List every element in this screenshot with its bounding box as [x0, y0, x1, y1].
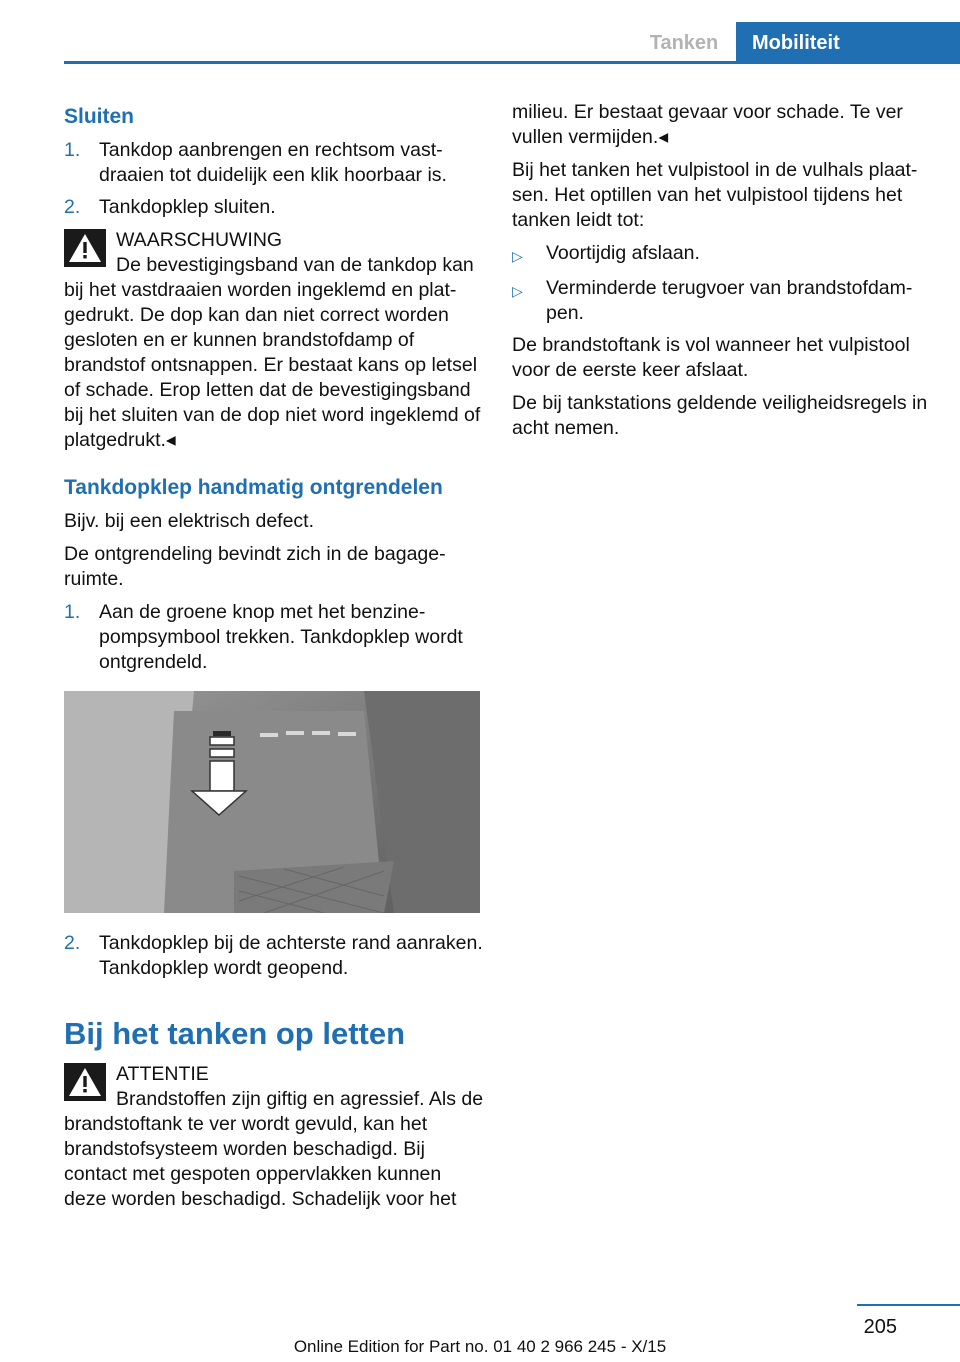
luggage-compartment-photo [64, 691, 480, 913]
paragraph: milieu. Er bestaat gevaar voor schade. Te ver vullen vermijden.◂ [512, 101, 903, 148]
footer-divider [857, 1304, 960, 1306]
step-number: 2. [64, 932, 81, 954]
warning-block [64, 227, 484, 453]
warning-text: De bevestigingsband van de tankdop kan bij het vastdraaien worden ingeklemd en platgedrukt. De dop kan dan niet correct worden gesloten en er kunnen brandstofdamp of brandstof ontsnappen. Er bestaat kans op letsel of schade. Erop letten dat de bevestigingsband bij het sluiten van de dop niet word ingeklemd of platgedrukt.◂ [64, 254, 481, 451]
step-number: 1. [64, 601, 81, 623]
warning-title: WAARSCHUWING [116, 229, 283, 251]
tab-mobiliteit[interactable]: Mobiliteit [736, 22, 960, 62]
attention-block [64, 1061, 484, 1212]
list-item [64, 931, 484, 981]
paragraph: Bij het tanken het vulpistool in de vulhals plaatsen. Het optillen van het vulpistool tijdens het tanken leidt tot: [512, 159, 918, 231]
bullet-text: Voortijdig afslaan. [546, 242, 700, 264]
step-text: Tankdop aanbrengen en rechtsom vastdraaien tot duidelijk een klik hoorbaar is. [99, 139, 447, 186]
left-column [64, 100, 484, 1220]
paragraph: De bij tankstations geldende veiligheidsregels in acht nemen. [512, 392, 928, 439]
list-item [64, 195, 484, 220]
paragraph: De ontgrendeling bevindt zich in de bagageruimte. [64, 543, 446, 590]
step-number: 1. [64, 139, 81, 161]
attention-text: Brandstoffen zijn giftig en agressief. Als de brandstoftank te ver wordt gevuld, kan het brandstofsysteem worden beschadigd. Bij contact met gespoten oppervlakken kunnen deze worden beschadigd. Schadelijk voor het [64, 1088, 484, 1210]
heading-bij-het-tanken: Bij het tanken op letten [64, 1016, 406, 1051]
step-text: Tankdopklep bij de achterste rand aanraken. Tankdopklep wordt geopend. [99, 932, 483, 979]
warning-triangle-icon [64, 227, 106, 267]
step-number: 2. [64, 196, 81, 218]
warning-triangle-icon [64, 1061, 106, 1101]
step-text: Aan de groene knop met het benzinepompsymbool trekken. Tankdopklep wordt ontgrendeld. [99, 601, 463, 673]
bullet-text: Verminderde terugvoer van brandstofdampen. [546, 277, 913, 324]
heading-sluiten: Sluiten [64, 105, 135, 128]
triangle-bullet-icon: ▷ [512, 283, 523, 299]
paragraph: Bijv. bij een elektrisch defect. [64, 510, 315, 532]
step-text: Tankdopklep sluiten. [99, 196, 276, 218]
header-divider [64, 61, 960, 64]
attention-title: ATTENTIE [116, 1063, 209, 1085]
tab-tanken[interactable]: Tanken [649, 32, 719, 54]
list-item [512, 241, 932, 269]
triangle-bullet-icon: ▷ [512, 248, 523, 264]
edition-note: Online Edition for Part no. 01 40 2 966 245 - X/15 [293, 1337, 667, 1356]
right-column [512, 100, 932, 449]
paragraph: De brandstoftank is vol wanneer het vulpistool voor de eerste keer afslaat. [512, 334, 910, 381]
list-item [64, 600, 484, 675]
list-item [512, 276, 932, 326]
list-item [64, 138, 484, 188]
heading-tankdopklep-handmatig: Tankdopklep handmatig ontgrendelen [64, 476, 443, 499]
page-number: 205 [863, 1316, 897, 1338]
